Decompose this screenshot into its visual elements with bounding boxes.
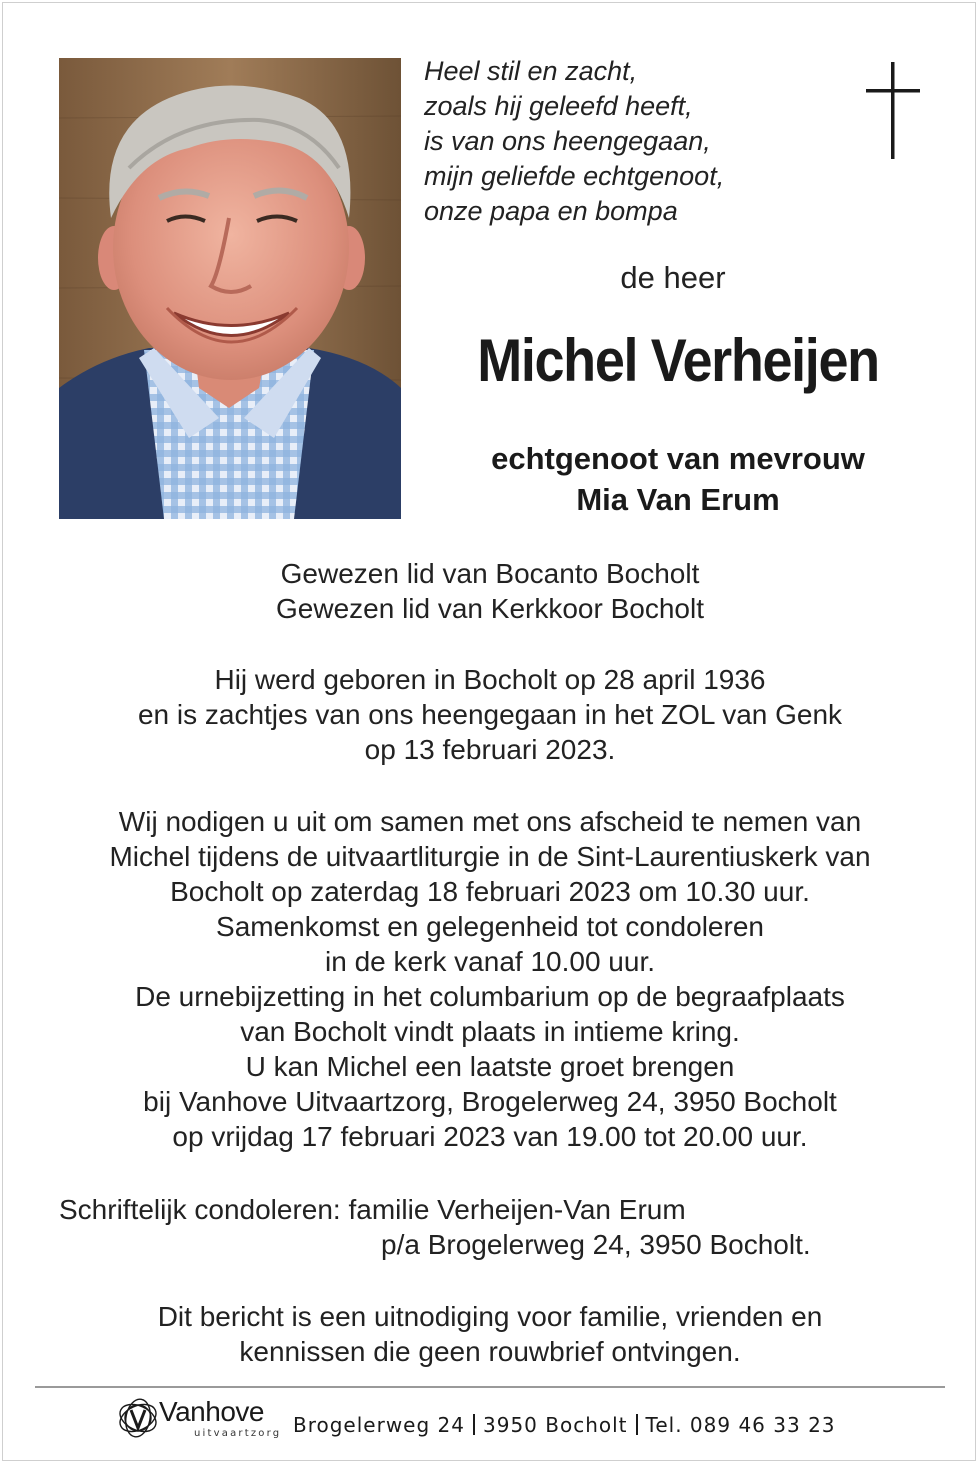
footer-city: 3950 Bocholt bbox=[483, 1413, 628, 1437]
footer-divider bbox=[35, 1386, 945, 1388]
notice-line: kennissen die geen rouwbrief ontvingen. bbox=[239, 1336, 741, 1367]
title-prefix: de heer bbox=[620, 260, 726, 295]
notice bbox=[0, 1299, 980, 1369]
spouse-line: echtgenoot van mevrouw bbox=[491, 441, 865, 476]
membership-line: Gewezen lid van Kerkkoor Bocholt bbox=[276, 593, 704, 624]
condolence-address-line: p/a Brogelerweg 24, 3950 Bocholt. bbox=[381, 1229, 811, 1260]
vanhove-logo bbox=[115, 1395, 285, 1445]
birth-death-info bbox=[0, 662, 980, 767]
invitation-line: U kan Michel een laatste groet brengen bbox=[245, 1051, 735, 1082]
memberships bbox=[0, 556, 980, 626]
invitation-line: van Bocholt vindt plaats in intieme kring. bbox=[240, 1016, 740, 1047]
footer-phone: Tel. 089 46 33 23 bbox=[645, 1413, 836, 1437]
poem bbox=[424, 54, 724, 229]
invitation-line: Samenkomst en gelegenheid tot condoleren bbox=[216, 911, 764, 942]
spouse-name: Mia Van Erum bbox=[576, 482, 780, 517]
cross-icon bbox=[863, 62, 923, 159]
invitation-line: bij Vanhove Uitvaartzorg, Brogelerweg 24, 3950 Bocholt bbox=[143, 1086, 837, 1117]
separator bbox=[473, 1414, 475, 1435]
condolence-line: Schriftelijk condoleren: familie Verheijen-Van Erum bbox=[59, 1194, 686, 1225]
invitation-line: De urnebijzetting in het columbarium op de begraafplaats bbox=[135, 981, 845, 1012]
poem-line: zoals hij geleefd heeft, bbox=[424, 91, 693, 121]
poem-line: is van ons heengegaan, bbox=[424, 126, 711, 156]
logo-name: Vanhove bbox=[159, 1396, 264, 1427]
poem-line: Heel stil en zacht, bbox=[424, 56, 638, 86]
invitation-line: in de kerk vanaf 10.00 uur. bbox=[325, 946, 655, 977]
birth-death-line: Hij werd geboren in Bocholt op 28 april 1936 bbox=[214, 664, 766, 695]
membership-line: Gewezen lid van Bocanto Bocholt bbox=[280, 558, 700, 589]
separator bbox=[636, 1414, 638, 1435]
deceased-name: Michel Verheijen bbox=[477, 327, 879, 394]
portrait-photo bbox=[59, 58, 401, 519]
invitation-line: Bocholt op zaterdag 18 februari 2023 om 10.30 uur. bbox=[170, 876, 810, 907]
logo-subtitle: uitvaartzorg bbox=[194, 1428, 282, 1439]
invitation-line: Wij nodigen u uit om samen met ons afscheid te nemen van bbox=[118, 806, 862, 837]
invitation-line: Michel tijdens de uitvaartliturgie in de Sint-Laurentiuskerk van bbox=[109, 841, 871, 872]
condolence-address bbox=[59, 1192, 811, 1262]
notice-line: Dit bericht is een uitnodiging voor familie, vrienden en bbox=[157, 1301, 823, 1332]
vanhove-emblem-icon bbox=[115, 1395, 161, 1441]
invitation-line: op vrijdag 17 februari 2023 van 19.00 tot 20.00 uur. bbox=[172, 1121, 808, 1152]
footer-contact bbox=[293, 1413, 836, 1437]
birth-death-line: en is zachtjes van ons heengegaan in het ZOL van Genk bbox=[137, 699, 843, 730]
spouse-block bbox=[433, 438, 923, 520]
funeral-invitation bbox=[0, 804, 980, 1154]
poem-line: mijn geliefde echtgenoot, bbox=[424, 161, 725, 191]
footer-address: Brogelerweg 24 bbox=[293, 1413, 465, 1437]
poem-line: onze papa en bompa bbox=[424, 196, 678, 226]
birth-death-line: op 13 februari 2023. bbox=[364, 734, 616, 765]
